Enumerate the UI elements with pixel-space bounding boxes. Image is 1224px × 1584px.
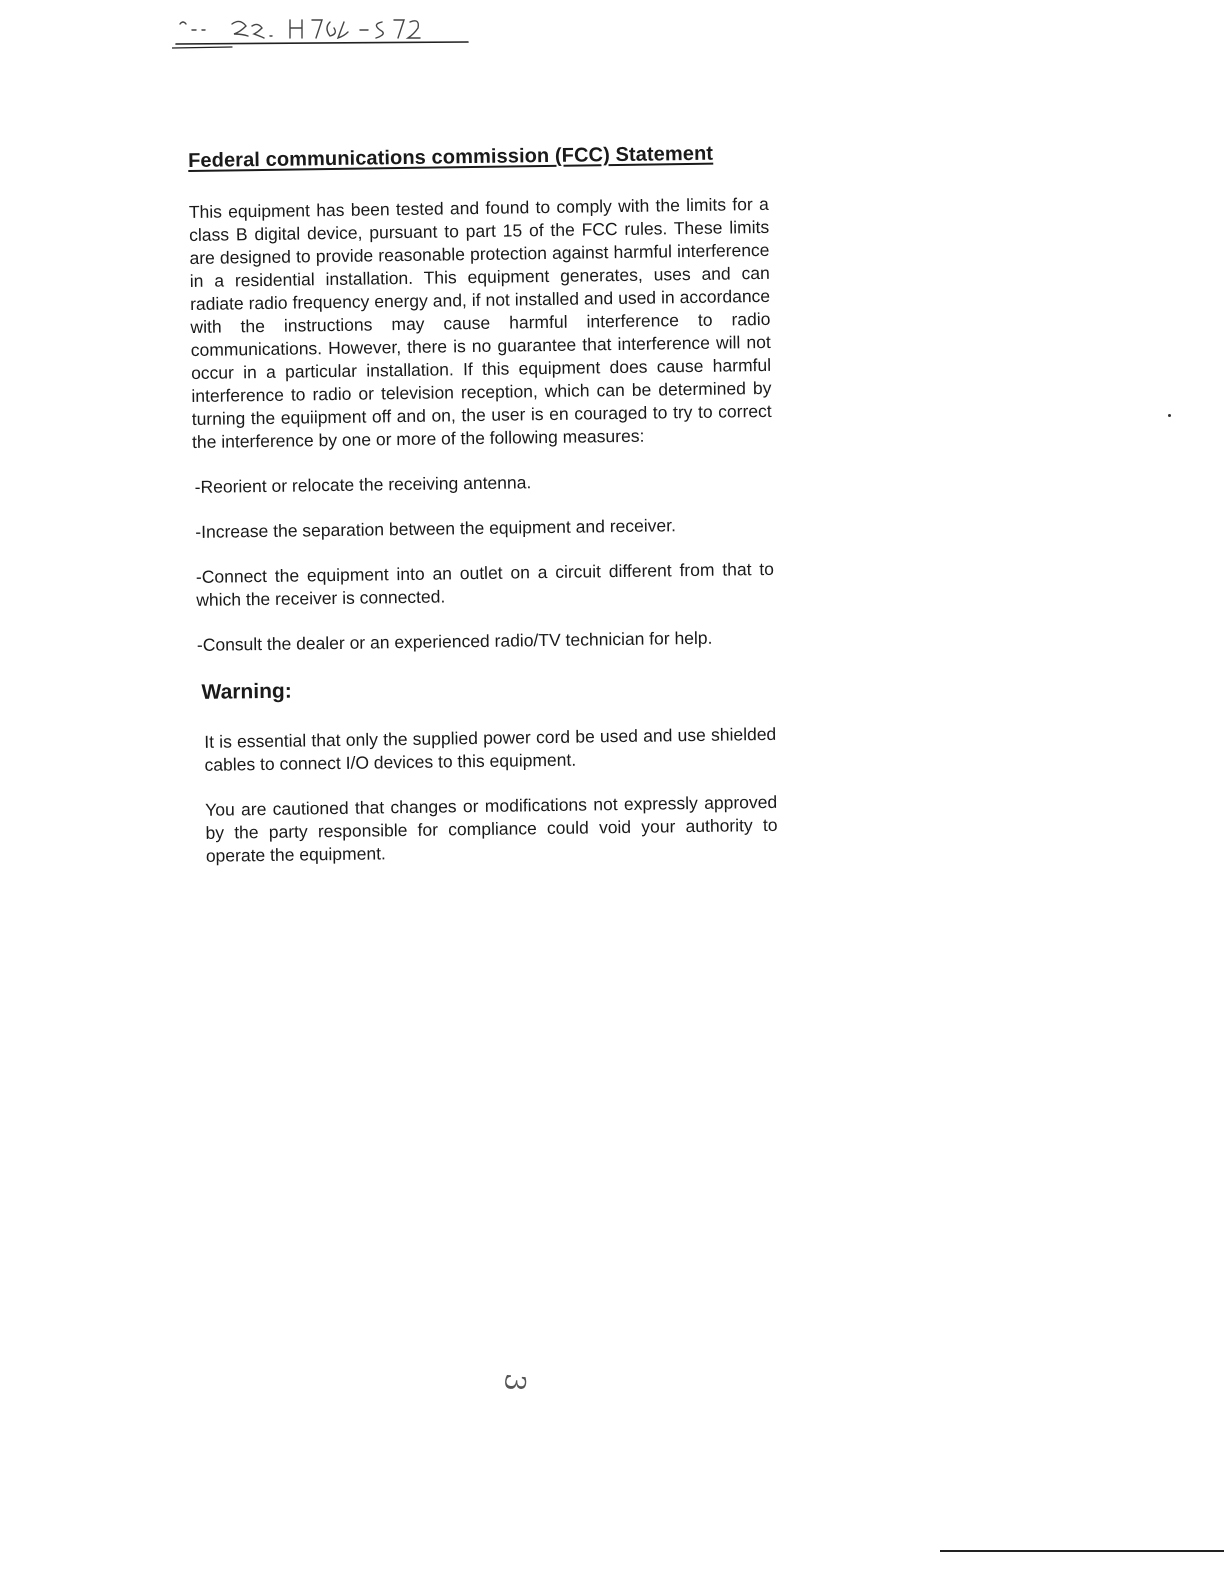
warning-paragraph: It is essential that only the supplied power cord be used and use shielded cables to connect I/O devices to this equipment. — [204, 723, 777, 775]
fcc-statement-section — [188, 142, 778, 890]
measure-item: -Connect the equipment into an outlet on a circuit different from that to which the receiver is connected. — [195, 558, 775, 610]
warning-paragraph: You are cautioned that changes or modifications not expressly approved by the party responsible for compliance could void your authority to operate the equipment. — [205, 791, 778, 866]
page-number: 3 — [497, 1372, 533, 1393]
warning-heading: Warning: — [201, 679, 292, 704]
handwritten-header-note — [172, 14, 472, 54]
intro-paragraph: This equipment has been tested and found to comply with the limits for a class B digital device, pursuant to part 15 of the FCC rules. These limits are designed to provide reasonable protection against harmful interference in a residential installation. This equipment generates, uses and can radiate radio frequency energy and, if not installed and used in accordance with the instructions may cause harmful interference to radio communications. However, there is no guarantee that interference will not occur in a particular installation. If this equipment does cause harmful interference to radio or television reception, which can be determined by turning the equiipment off and on, the user is en couraged to try to correct the interference by one or more of the following measures: — [188, 193, 772, 452]
scan-speck — [1168, 414, 1171, 417]
measure-item: -Consult the dealer or an experienced radio/TV technician for help. — [196, 627, 713, 655]
document-title: Federal communications commission (FCC) Statement — [188, 142, 714, 172]
measure-item: -Increase the separation between the equipment and receiver. — [195, 515, 677, 542]
scan-edge-line — [940, 1550, 1224, 1552]
measure-item: -Reorient or relocate the receiving antenna. — [194, 472, 532, 497]
